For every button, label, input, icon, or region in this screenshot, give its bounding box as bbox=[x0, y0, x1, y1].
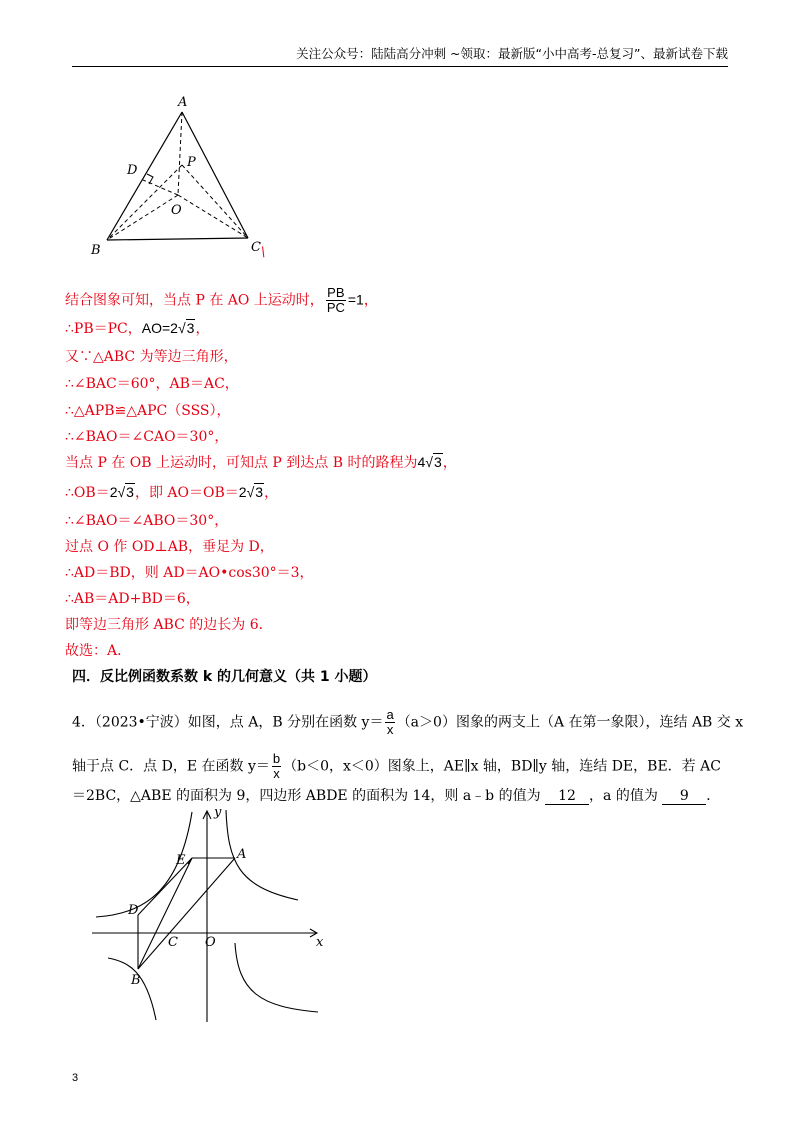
question-line-3: ＝2BC，△ABE 的面积为 9，四边形 ABDE 的面积为 14，则 a﹣b 的值为 12 ，a 的值为 9 ． bbox=[72, 788, 721, 804]
answer-blank-1: 12 bbox=[545, 788, 589, 805]
section-title: 四．反比例函数系数 k 的几何意义（共 1 小题） bbox=[72, 669, 377, 685]
solution-line-8: ∴OB＝2√3，即 AO＝OB＝2√3， bbox=[65, 484, 279, 501]
stray-mark: \ bbox=[261, 245, 266, 260]
label-A2: A bbox=[237, 847, 247, 862]
answer-blank-2: 9 bbox=[662, 788, 706, 805]
label-O: O bbox=[171, 203, 182, 218]
label-B: B bbox=[91, 243, 101, 258]
page-number: 3 bbox=[72, 1072, 79, 1084]
page-header bbox=[72, 44, 728, 67]
question-line-1: 4．（2023•宁波）如图，点 A，B 分别在函数 y＝ $\frac{a}{x}$ （a＞0）图象的两支上（A 在第一象限），连结 AB 交 x bbox=[72, 707, 744, 737]
solution-line-5: ∴△APB≌△APC（SSS）， bbox=[65, 403, 231, 419]
solution-line-11: ∴AD＝BD，则 AD＝AO•cos30°＝3， bbox=[65, 565, 314, 581]
hyperbola-figure bbox=[88, 802, 338, 1024]
label-A: A bbox=[178, 95, 188, 110]
solution-line-7: 当点 P 在 OB 上运动时，可知点 P 到达点 B 时的路程为4√3， bbox=[65, 454, 457, 471]
label-C: C bbox=[251, 240, 261, 255]
axis-label-x: x bbox=[316, 935, 324, 950]
solution-line-2: ∴PB＝PC，AO=2√3， bbox=[65, 320, 210, 337]
solution-line-10: 过点 O 作 OD⊥AB，垂足为 D， bbox=[65, 539, 274, 555]
fraction-pb-pc: $\frac{PB}{PC}$ bbox=[326, 285, 345, 315]
solution-line-12: ∴AB＝AD+BD＝6， bbox=[65, 591, 200, 607]
question-line-2: 轴于点 C．点 D，E 在函数 y＝ $\frac{b}{x}$ （b＜0，x＜0）图象上，AE∥x 轴，BD∥y 轴，连结 DE，BE．若 AC bbox=[72, 751, 721, 781]
header-text: 关注公众号：陆陆高分冲刺 ~领取：最新版“小中高考-总复习”、最新试卷下载 bbox=[296, 46, 728, 61]
label-B2: B bbox=[131, 973, 141, 988]
label-D: D bbox=[127, 163, 138, 178]
solution-line-4: ∴∠BAC＝60°，AB＝AC， bbox=[65, 376, 239, 392]
solution-line-3: 又∵△ABC 为等边三角形， bbox=[65, 349, 238, 365]
triangle-figure bbox=[85, 90, 285, 270]
fraction-b-x: $\frac{b}{x}$ bbox=[272, 751, 281, 781]
fraction-a-x: $\frac{a}{x}$ bbox=[386, 707, 394, 737]
label-C2: C bbox=[168, 935, 178, 950]
label-E: E bbox=[176, 853, 186, 868]
label-P: P bbox=[187, 155, 196, 170]
axis-label-y: y bbox=[214, 805, 222, 820]
solution-line-13: 即等边三角形 ABC 的边长为 6． bbox=[65, 617, 273, 633]
label-O2: O bbox=[205, 935, 216, 950]
solution-line-1: 结合图象可知，当点 P 在 AO 上运动时， $\frac{PB}{PC}$ =1， bbox=[65, 285, 378, 315]
solution-line-14: 故选：A． bbox=[65, 643, 132, 659]
solution-line-9: ∴∠BAO＝∠ABO＝30°， bbox=[65, 513, 229, 529]
label-D2: D bbox=[128, 903, 139, 918]
solution-line-6: ∴∠BAO＝∠CAO＝30°， bbox=[65, 429, 229, 445]
